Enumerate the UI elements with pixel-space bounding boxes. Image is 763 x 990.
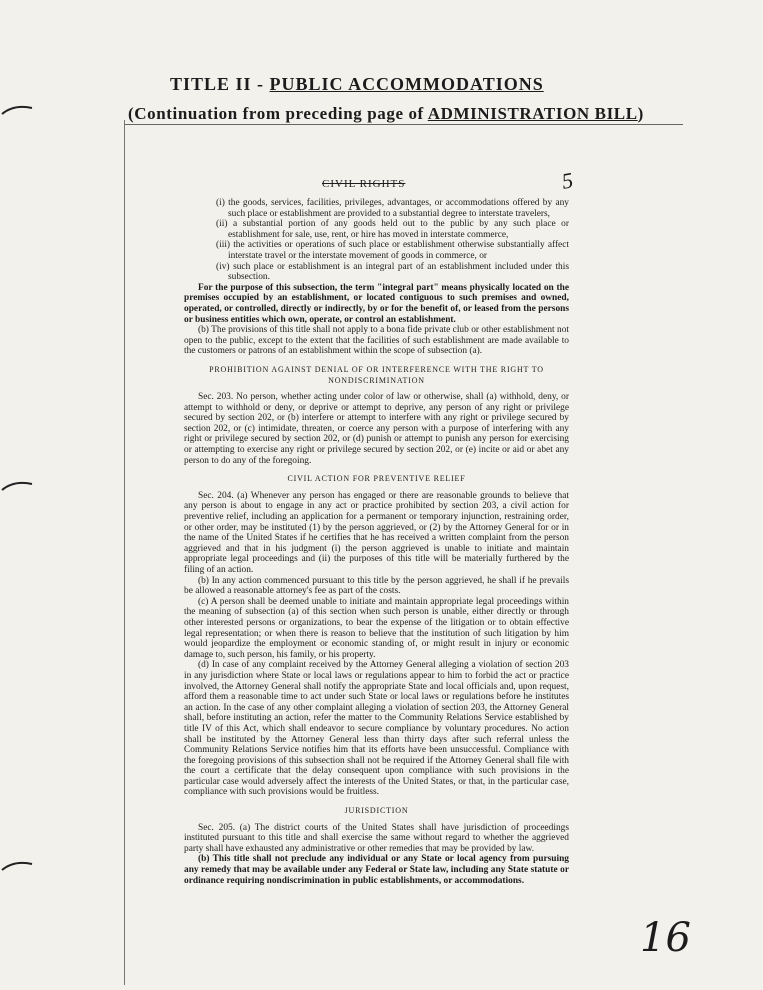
paragraph: (c) A person shall be deemed unable to initiate and maintain appropriate legal proceedings within the meaning of subsection (a) of this section when such person is unable, either directly or through other interested persons or organizations, to bear the expense of the litigation or to obtain effective legal representation; or when there is reason to believe that the institution of such litigation by him would jeopardize the employment or economic standing of, or might result in injury or economic damage to, such person, his family, or his property. [184,596,569,660]
subtitle-suffix: ) [637,104,644,123]
paragraph: (iv) such place or establishment is an integral part of an establishment included under this subsection. [216,261,569,283]
title-prefix: TITLE II - [170,74,265,94]
section-heading: PROHIBITION AGAINST DENIAL OF OR INTERFERENCE WITH THE RIGHT TO NONDISCRIMINATION [209,364,544,385]
paragraph: (iii) the activities or operations of such place or establishment otherwise substantially affect interstate travel or the interstate movement of goods in commerce, or [216,240,569,261]
section-label: CIVIL RIGHTS [322,178,406,190]
section-heading: CIVIL ACTION FOR PREVENTIVE RELIEF [287,474,466,484]
paragraph: (b) The provisions of this title shall not apply to a bona fide private club or other establishment not open to the public, except to the extent that the facilities of such establishment are made available to the customers or patrons of an establishment within the scope of subsection (a). [184,325,569,357]
paragraph: (d) In case of any complaint received by the Attorney General alleging a violation of section 203 in any jurisdiction where State or local laws or regulations appear to him to forbid the act or practice involved, the Attorney General shall notify the appropriate State and local officials and, upon request, afford them a reasonable time to act under such State or local laws or regulations before he institutes an action. In the case of any other complaint alleging a violation of section 203, the Attorney General shall, before instituting an action, refer the matter to the Community Relations Service established by title IV of this Act, which shall endeavor to secure compliance by voluntary procedures. No action shall be instituted by the Attorney General less than thirty days after such referral unless the Community Relations Service notifies him that its efforts have been unsuccessful. Compliance with the foregoing provisions of this subsection shall not be required if the Attorney General shall file with the court a certificate that the delay consequent upon compliance with such provisions in the particular case would adversely affect the interests of the United States, or that, in the particular case, compliance with such provisions would be fruitless. [184,660,569,798]
margin-punch-mark [0,478,40,494]
subtitle-underlined: ADMINISTRATION BILL [427,104,638,123]
paragraph: Sec. 203. No person, whether acting under color of law or otherwise, shall (a) withhold, deny, or attempt to withhold or deny, or deprive or attempt to deprive, any person of any right or privilege secured by section 202, or (b) interfere or attempt to interfere with any right or privilege secured by section 202, or (c) intimidate, threaten, or coerce any person with a purpose of interfering with any right or privilege secured by section 202, or (d) punish or attempt to punish any person for exercising or attempting to exercise any right or privilege secured by section 202, or (e) incite or aid or abet any person to do any of the foregoing. [184,392,569,466]
margin-punch-mark [0,102,40,118]
header-rule [125,124,683,125]
title-underlined: PUBLIC ACCOMMODATIONS [269,74,544,94]
paragraph: (b) This title shall not preclude any individual or any State or local agency from pursuing any remedy that may be available under any Federal or State law, including any State statute or ordinance requiring nondiscrimination in public establishments, or accommodations. [184,854,569,886]
margin-punch-mark [0,858,40,874]
page-number-mark: 5 [559,167,576,194]
subtitle-prefix: (Continuation from preceding page of [128,104,424,123]
paragraph: Sec. 205. (a) The district courts of the United States shall have jurisdiction of proceedings instituted pursuant to this title and shall exercise the same without regard to whether the aggrieved party shall have exhausted any administrative or other remedies that may be provided by law. [184,822,569,854]
paragraph: (i) the goods, services, facilities, privileges, advantages, or accommodations offered by any such place or establishment are provided to a substantial degree to interstate travelers, [216,198,569,219]
paragraph: For the purpose of this subsection, the term "integral part" means physically located on the premises occupied by an establishment, or located contiguous to such premises and owned, operated, or controlled, directly or indirectly, by or for the benefit of, or leased from the persons or business entities which own, operate, or control an establishment. [184,282,569,325]
document-body [184,198,569,886]
paragraph: (ii) a substantial portion of any goods held out to the public by any such place or establishment for sale, use, rent, or hire has moved in interstate commerce, [216,219,569,240]
margin-rule [124,120,125,985]
document-title [170,74,544,95]
paragraph: (b) In any action commenced pursuant to this title by the person aggrieved, he shall if he prevails be allowed a reasonable attorney's fee as part of the costs. [184,575,569,597]
section-heading: JURISDICTION [344,806,409,816]
handwritten-page-number: 16 [640,915,691,961]
document-subtitle [128,104,644,124]
paragraph: Sec. 204. (a) Whenever any person has engaged or there are reasonable grounds to believe that any person is about to engage in any act or practice prohibited by section 203, a civil action for preventive relief, including an application for a permanent or temporary injunction, restraining order, or other order, may be instituted (1) by the person aggrieved, or (2) by the Attorney General for or in the name of the United States if he certifies that he has received a written complaint from the person aggrieved and that in his judgment (i) the person aggrieved is unable to initiate and maintain appropriate legal proceedings and (ii) the purposes of this title will be materially furthered by the filing of an action. [184,490,569,575]
